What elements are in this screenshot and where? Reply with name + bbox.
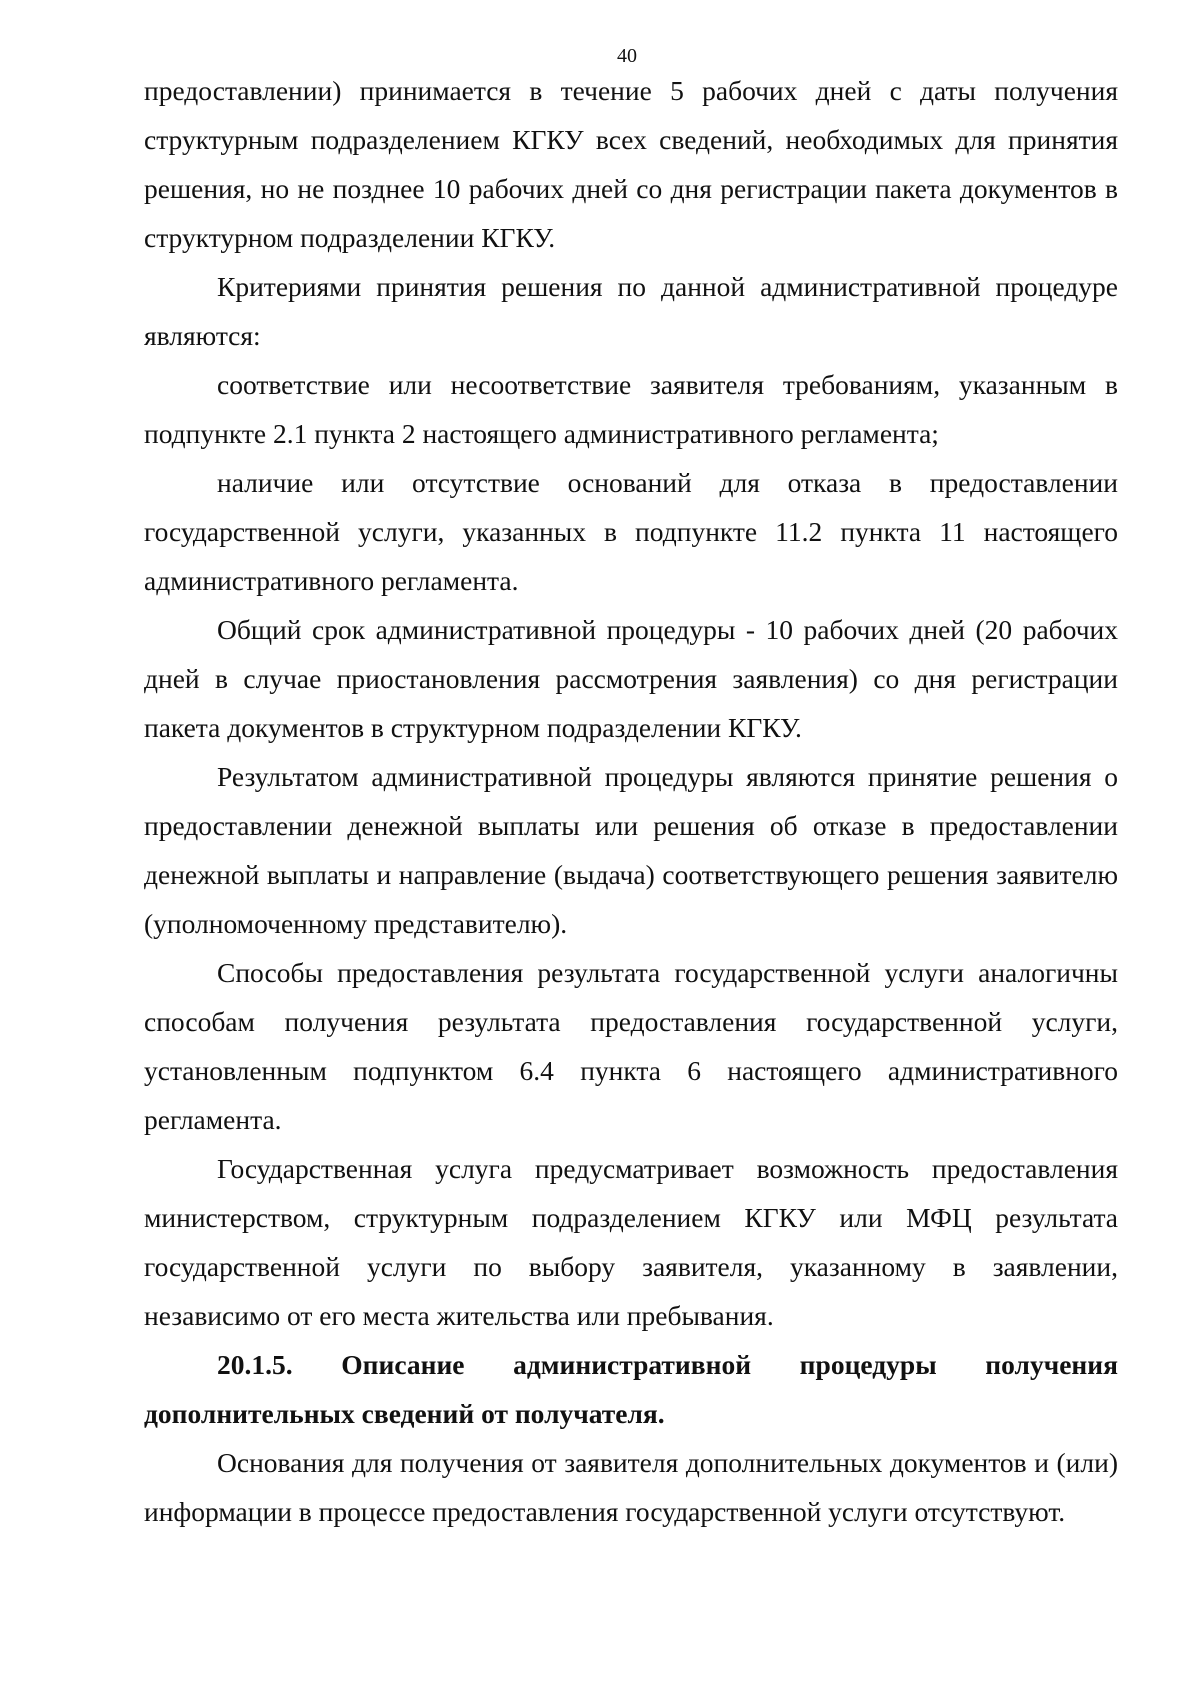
page-number: 40: [617, 45, 637, 67]
paragraph-total-term: Общий срок административной процедуры - 10 рабочих дней (20 рабочих дней в случае приостановления рассмотрения заявления) со дня регистрации пакета документов в структурном подразделении КГКУ.: [144, 614, 1118, 743]
document-body: [144, 66, 1118, 1536]
paragraph-additional-info: Основания для получения от заявителя дополнительных документов и (или) информации в процессе предоставления государственной услуги отсутствуют.: [144, 1447, 1118, 1527]
paragraph-criterion-compliance: соответствие или несоответствие заявителя требованиям, указанным в подпункте 2.1 пункта 2 настоящего административного регламента;: [144, 369, 1118, 449]
section-heading: 20.1.5. Описание административной процедуры получения дополнительных сведений от получателя.: [144, 1349, 1118, 1429]
paragraph-criterion-grounds: наличие или отсутствие оснований для отказа в предоставлении государственной услуги, указанных в подпункте 11.2 пункта 11 настоящего административного регламента.: [144, 467, 1118, 596]
paragraph-continuation: предоставлении) принимается в течение 5 рабочих дней с даты получения структурным подразделением КГКУ всех сведений, необходимых для принятия решения, но не позднее 10 рабочих дней со дня регистрации пакета документов в структурном подразделении КГКУ.: [144, 75, 1118, 253]
paragraph-result: Результатом административной процедуры являются принятие решения о предоставлении денежной выплаты или решения об отказе в предоставлении денежной выплаты и направление (выдача) соответствующего решения заявителю (уполномоченному представителю).: [144, 761, 1118, 939]
paragraph-delivery-methods: Способы предоставления результата государственной услуги аналогичны способам получения результата предоставления государственной услуги, установленным подпунктом 6.4 пункта 6 настоящего административного регламента.: [144, 957, 1118, 1135]
paragraph-criteria-intro: Критериями принятия решения по данной административной процедуре являются:: [144, 271, 1118, 351]
paragraph-service-option: Государственная услуга предусматривает возможность предоставления министерством, структурным подразделением КГКУ или МФЦ результата государственной услуги по выбору заявителя, указанному в заявлении, независимо от его места жительства или пребывания.: [144, 1153, 1118, 1331]
